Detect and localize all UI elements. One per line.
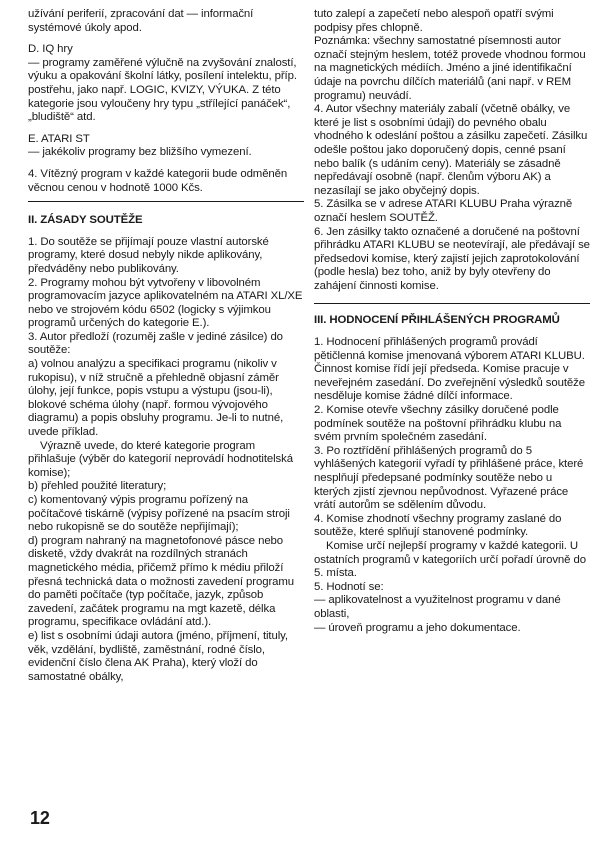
prize-text: 4. Vítězný program v každé kategorii bude odměněn věcnou cenou v hodnotě 1000 Kčs. (28, 167, 288, 194)
section-ii-paragraph: d) program nahraný na magnetofonové pásce nebo disketě, vždy dvakrát na rozdílných stranách magnetického média, přičemž přímo k médiu přiloží přesná technická data o možnosti zavedení programu do paměti počítače (typ počítače, jazyk, způsob zavedení, začátek programu na mgt kazetě, délka programu, specifikace ovládání atd.). (28, 534, 295, 629)
section-iii-paragraph: — aplikovatelnost a využitelnost programu v dané oblasti, (314, 594, 561, 620)
category-d-text: — programy zaměřené výlučně na zvyšování znalostí, výuku a opakování školní látky, posílení intelektu, příp. postřehu, jako např. LOGIC, KVIZY, VÝUKA. Z této kategorie jsou vyloučeny hry typu „střílející panáček“, „bludiště“ atd. (28, 56, 297, 124)
section-ii-paragraph: a) volnou analýzu a specifikaci programu (nikoliv v rukopisu), v níž stručně a přehledně objasní záměr úlohy, její funkce, popis vstupu a výstupu (jsou-li), blokové schéma úlohy (např. formou vývojového diagramu) a popis obsluhy programu. Je-li to nutné, uvede příklad. (28, 358, 284, 439)
section-ii (28, 214, 304, 684)
section-iii-paragraph: 4. Komise zhodnotí všechny programy zaslané do soutěže, které splňují stanovené podmínky. (314, 512, 562, 539)
section-ii-paragraph: 1. Do soutěže se přijímají pouze vlastní autorské programy, které dosud nebyly nikde aplikovány, předváděny nebo publikovány. (28, 235, 269, 275)
intro-text: užívání periferií, zpracování dat — informační systémové úkoly apod. (28, 8, 254, 34)
category-e (28, 133, 304, 160)
section-iii-paragraph: 3. Po roztřídění přihlášených programů do 5 vyhlášených kategorií vyřadí ty přihlášené práce, které nesplňují předepsané podmínky soutěže nebo u kterých zjistí zjevnou nepůvodnost. Vyřazené práce vrátí autorům se sdělením důvodu. (314, 444, 584, 512)
category-e-title: E. ATARI ST (28, 132, 90, 145)
section-ii-paragraph: 2. Programy mohou být vytvořeny v libovolném programovacím jazyce aplikovatelném na ATARI XL/XE nebo ve strojovém kódu 6502 (logicky s výjimkou programů určených do kategorie E.). (28, 276, 303, 330)
section-iii-paragraph: 5. Hodnotí se: (314, 580, 384, 593)
section-ii-paragraph: 3. Autor předloží (rozuměj zašle v jediné zásilce) do soutěže: (28, 330, 283, 357)
section-ii-heading: II. ZÁSADY SOUTĚŽE (28, 214, 143, 227)
section-iii (314, 314, 590, 635)
section-ii-paragraph: Výrazně uvede, do které kategorie program přihlašuje (výběr do kategorií neprovádí hodnotitelská komise); (28, 439, 293, 479)
section-ii-paragraph: b) přehled použité literatury; (28, 480, 167, 493)
page-number: 12 (30, 808, 50, 828)
body-paragraph: tuto zalepí a zapečetí nebo alespoň opatří svými podpisy přes chlopně. (314, 8, 554, 34)
category-d-title: D. IQ hry (28, 43, 73, 56)
section-iii-paragraph: 2. Komise otevře všechny zásilky doručené podle podmínek soutěže na poštovní přihrádku klubu na svém prvním společném zasedání. (314, 404, 562, 444)
category-d (28, 43, 304, 125)
body-paragraph: 4. Autor všechny materiály zabalí (včetně obálky, ve které je list s osobními údaji) do pevného obalu vhodného k odeslání poštou a zásilku zapečetí. Zásilku odešle poštou jako doporučený dopis, cenné psaní nebo balík (s udáním ceny). Materiály se zásadně nepředávají osobně (např. členům výboru AK) a nezasílají se jako obyčejný dopis. (314, 103, 588, 197)
body-paragraph: 6. Jen zásilky takto označené a doručené na poštovní přihrádku ATARI KLUBU se neotevírají, ale předávají se předsedovi komise, který zajistí jejich zaprotokolování (podle hesla) bez toho, aniž by byly otevřeny do zahájení činnosti komise. (314, 225, 590, 292)
section-iii-heading: III. HODNOCENÍ PŘIHLÁŠENÝCH PROGRAMŮ (314, 314, 560, 327)
section-iii-paragraph: — úroveň programu a jeho dokumentace. (314, 621, 521, 634)
right-column (314, 8, 590, 635)
left-column (28, 8, 304, 684)
body-paragraph: Poznámka: všechny samostatné písemnosti autor označí stejným heslem, totéž provede vhodnou formou na magnetických médiích. Jméno a jiné identifikační údaje na povrchu dílčích materiálů (ani např. v REM programu) neuvádí. (314, 35, 586, 102)
section-ii-paragraph: e) list s osobními údaji autora (jméno, příjmení, tituly, věk, vzdělání, bydliště, zaměstnání, rodné číslo, evidenční číslo člena AK Praha), který vloží do samostatné obálky, (28, 629, 288, 683)
body-paragraph: 5. Zásilka se v adrese ATARI KLUBU Praha výrazně označí heslem SOUTĚŽ. (314, 198, 573, 224)
category-e-text: — jakékoliv programy bez bližšího vymezení. (28, 146, 252, 159)
section-iii-paragraph: 1. Hodnocení přihlášených programů provádí pětičlenná komise jmenovaná výborem ATARI KLUBU. Činnost komise řídí její předseda. Komise pracuje v neveřejném zasedání. Do zveřejnění výsledků soutěže nesděluje komise žádné dílčí informace. (314, 336, 585, 403)
section-ii-paragraph: c) komentovaný výpis programu pořízený na počítačové tiskárně (výpisy pořízené na psacím stroji nebo rukopisně se do soutěže nepřijímají); (28, 494, 290, 534)
section-iii-paragraph: Komise určí nejlepší programy v každé kategorii. U ostatních programů v kategoriích určí pořadí úrovně do 5. místa. (314, 539, 586, 580)
